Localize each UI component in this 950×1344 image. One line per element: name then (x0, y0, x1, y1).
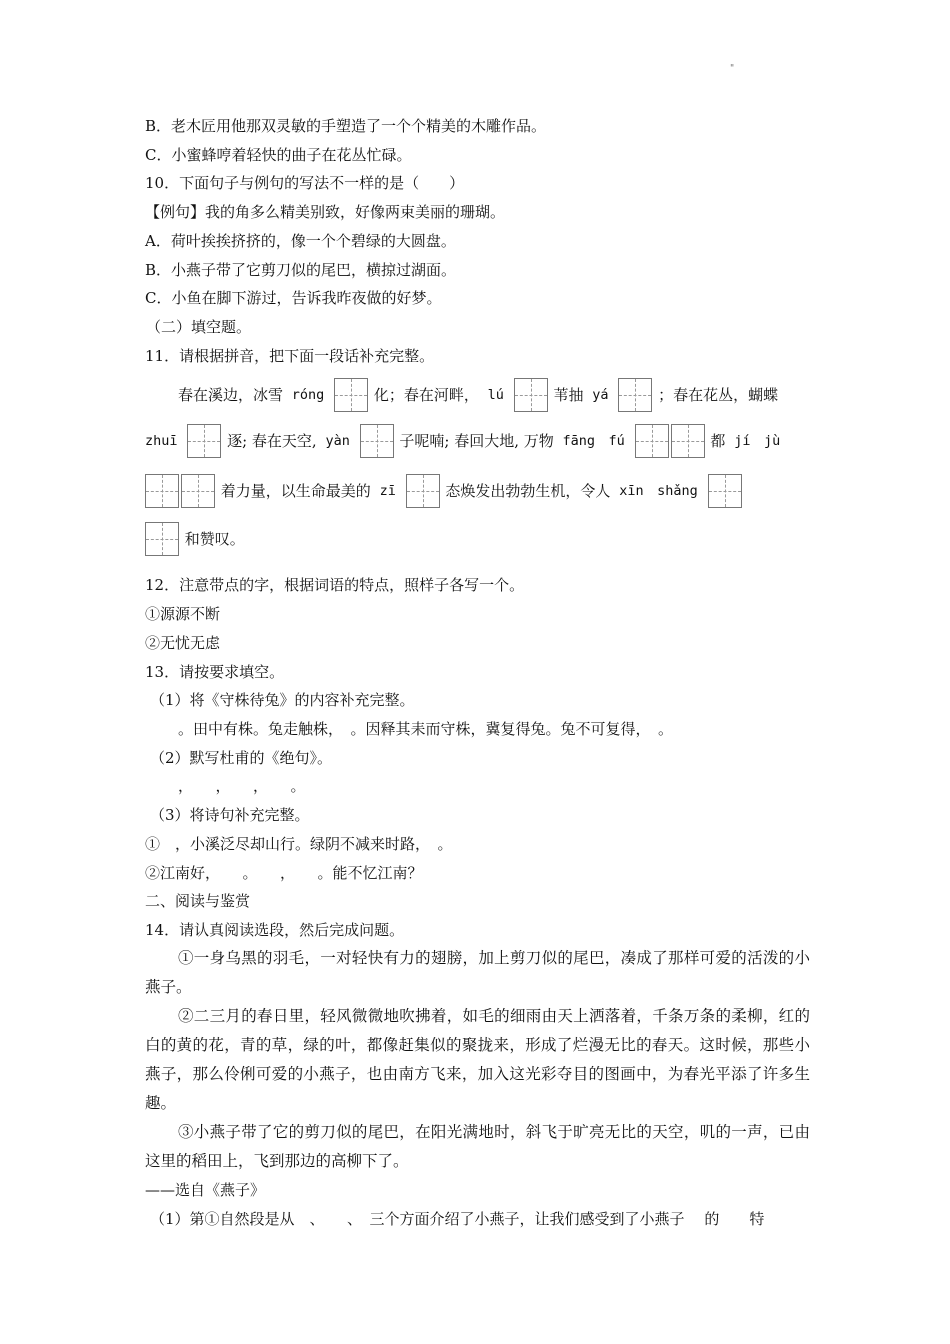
text: ；春在花丛，蝴蝶 (658, 386, 779, 404)
pinyin: xīn shǎng (619, 483, 698, 499)
passage-paragraph-3: ③小燕子带了它的剪刀似的尾巴，在阳光满地时，斜飞于旷亮无比的天空，叽的一声，已由这里的稻田上，飞到那边的高柳下了。 (145, 1123, 810, 1170)
q13-poem-2: ②江南好， 。 ， 。能不忆江南？ (145, 864, 423, 882)
pinyin: yàn (325, 433, 350, 449)
question-12: 12．注意带点的字，根据词语的特点，照样子各写一个。 (145, 576, 525, 594)
tianzige-box[interactable] (334, 378, 368, 412)
tianzige-box[interactable] (145, 522, 179, 556)
question-13: 13．请按要求填空。 (145, 663, 285, 681)
q12-item-2: ②无忧无虑 (145, 634, 221, 652)
q13-part-1-text: 。田中有株。兔走触株， 。因释其耒而守株，冀复得兔。兔不可复得， 。 (178, 720, 674, 738)
section-fill-blank: （二）填空题。 (146, 318, 252, 336)
q10-option-b: B．小燕子带了它剪刀似的尾巴，横掠过湖面。 (145, 261, 457, 279)
example-sentence: 【例句】我的角多么精美别致，好像两束美丽的珊瑚。 (145, 203, 506, 221)
option-b: B．老木匠用他那双灵敏的手塑造了一个个精美的木雕作品。 (145, 117, 547, 135)
tianzige-box[interactable] (187, 424, 221, 458)
question-10: 10．下面句子与例句的写法不一样的是（ ） (145, 174, 465, 192)
text: 态焕发出勃勃生机，令人 (445, 482, 611, 500)
passage-paragraph-1: ①一身乌黑的羽毛，一对轻快有力的翅膀，加上剪刀似的尾巴，凑成了那样可爱的活泼的小燕子。 (145, 949, 810, 996)
text: 逐; 春在天空, (227, 432, 317, 450)
tianzige-box[interactable] (181, 474, 215, 508)
q13-part-1: （1）将《守株待兔》的内容补充完整。 (150, 691, 415, 709)
pinyin: lú (487, 387, 504, 403)
header-mark: " (730, 64, 735, 74)
q10-option-c: C．小鱼在脚下游过，告诉我昨夜做的好梦。 (145, 289, 442, 307)
text: 化；春在河畔， (373, 386, 479, 404)
question-11: 11．请根据拼音，把下面一段话补充完整。 (145, 347, 435, 365)
pinyin: zhuī (145, 433, 178, 449)
q11-pinyin-fill (145, 374, 815, 574)
text: 和赞叹。 (184, 530, 245, 548)
tianzige-box[interactable] (145, 474, 179, 508)
pinyin: zī (379, 483, 396, 499)
tianzige-box[interactable] (618, 378, 652, 412)
text: 着力量，以生命最美的 (220, 482, 371, 500)
tianzige-box[interactable] (360, 424, 394, 458)
text: 子呢喃; 春回大地, 万物 (399, 432, 554, 450)
q13-part-2: （2）默写杜甫的《绝句》。 (150, 749, 333, 767)
q12-item-1: ①源源不断 (145, 605, 221, 623)
tianzige-box[interactable] (406, 474, 440, 508)
passage-source: ——选自《燕子》 (145, 1181, 266, 1199)
option-c: C．小蜜蜂哼着轻快的曲子在花丛忙碌。 (145, 146, 412, 164)
pinyin: jí jù (734, 433, 781, 449)
q13-part-2-blanks: ， ， ， 。 (178, 777, 306, 795)
q13-part-3: （3）将诗句补充完整。 (150, 806, 310, 824)
q14-sub-1: （1）第①自然段是从 、 、 三个方面介绍了小燕子，让我们感受到了小燕子 的 特 (150, 1210, 765, 1228)
text: 春在溪边，冰雪 (178, 386, 284, 404)
pinyin: fāng fú (562, 433, 625, 449)
text: 都 (710, 432, 726, 450)
question-14: 14．请认真阅读选段，然后完成问题。 (145, 921, 405, 939)
tianzige-box[interactable] (708, 474, 742, 508)
pinyin: yá (592, 387, 609, 403)
section-reading: 二、阅读与鉴赏 (145, 892, 251, 910)
pinyin: róng (291, 387, 325, 403)
tianzige-box[interactable] (635, 424, 669, 458)
passage-paragraph-2: ②二三月的春日里，轻风微微地吹拂着，如毛的细雨由天上洒落着，千条万条的柔柳，红的白的黄的花，青的草，绿的叶，都像赶集似的聚拢来，形成了烂漫无比的春天。这时候，那些小燕子，那么伶俐可爱的小燕子，也由南方飞来，加入这光彩夺目的图画中，为春光平添了许多生趣。 (145, 1007, 810, 1112)
q10-option-a: A．荷叶挨挨挤挤的，像一个个碧绿的大圆盘。 (145, 232, 456, 250)
tianzige-box[interactable] (514, 378, 548, 412)
text: 苇抽 (553, 386, 584, 404)
reading-passage (145, 944, 810, 1176)
q13-poem-1: ① ，小溪泛尽却山行。绿阴不减来时路， 。 (145, 835, 453, 853)
tianzige-box[interactable] (671, 424, 705, 458)
